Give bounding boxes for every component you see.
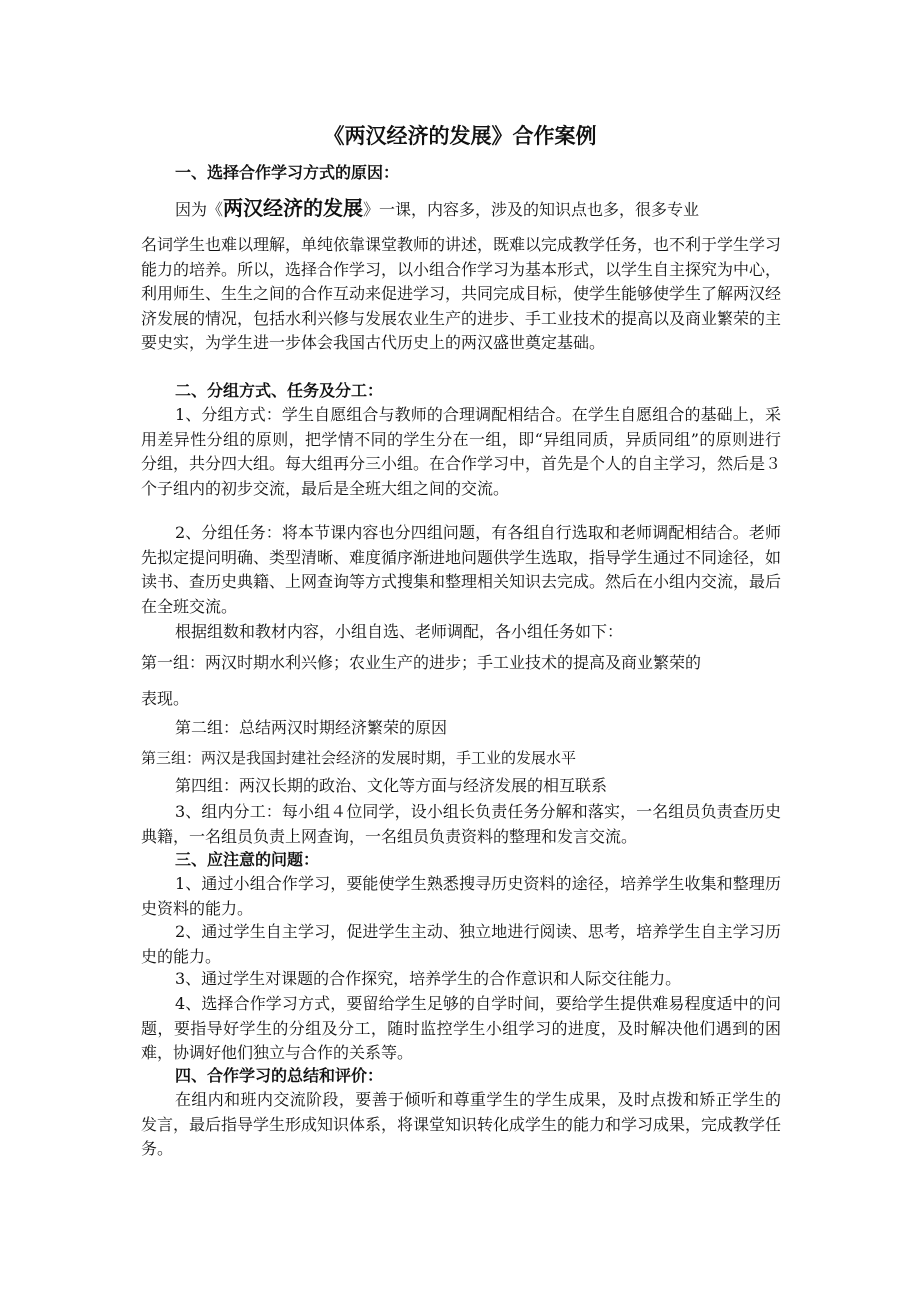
group-1-task-cont: 表现。 <box>141 689 190 708</box>
section-2-heading: 二、分组方式、任务及分工： <box>175 381 384 400</box>
section-3-heading: 三、应注意的问题： <box>175 850 320 869</box>
intro-course-name: 两汉经济的发展 <box>223 196 364 220</box>
group-3-task: 第三组：两汉是我国封建社会经济的发展时期，手工业的发展水平 <box>141 749 577 767</box>
section-2-p3: 根据组数和教材内容，小组自选、老师调配，各小组任务如下： <box>175 622 624 641</box>
section-1-intro <box>141 196 781 223</box>
section-4-p1: 在组内和班内交流阶段，要善于倾听和尊重学生的学生成果，及时点拨和矫正学生的发言，最后指导学生形成知识体系，将课堂知识转化成学生的能力和学习成果，完成教学任务。 <box>141 1090 782 1158</box>
document-title: 《两汉经济的发展》合作案例 <box>323 124 597 148</box>
intro-post: 》一课，内容多，涉及的知识点也多，很多专业 <box>363 200 700 219</box>
section-2-p2: 2、分组任务：将本节课内容也分四组问题，有各组自行选取和老师调配相结合。老师先拟定提问明确、类型清晰、难度循序渐进地问题供学生选取，指导学生通过不同途径，如读书、查历史典籍、上网查询等方式搜集和整理相关知识去完成。然后在小组内交流，最后在全班交流。 <box>141 523 782 616</box>
section-4-heading: 四、合作学习的总结和评价： <box>175 1066 384 1085</box>
intro-pre: 因为《 <box>175 200 224 219</box>
section-2-p4: 3、组内分工：每小组４位同学，设小组长负责任务分解和落实，一名组员负责查历史典籍，一名组员负责上网查询，一名组员负责资料的整理和发言交流。 <box>141 802 781 846</box>
section-3-p3: 3、通过学生对课题的合作探究，培养学生的合作意识和人际交往能力。 <box>175 969 682 988</box>
section-3-p1: 1、通过小组合作学习，要能使学生熟悉搜寻历史资料的途径，培养学生收集和整理历史资料的能力。 <box>141 874 781 918</box>
group-2-task: 第二组：总结两汉时期经济繁荣的原因 <box>175 718 448 737</box>
section-3-p4: 4、选择合作学习方式，要留给学生足够的自学时间，要给学生提供难易程度适中的问题，要指导好学生的分组及分工，随时监控学生小组学习的进度，及时解决他们遇到的困难，协调好他们独立与合作的关系等。 <box>141 994 781 1062</box>
group-1-task: 第一组：两汉时期水利兴修；农业生产的进步；手工业技术的提高及商业繁荣的 <box>141 653 702 672</box>
group-4-task: 第四组：两汉长期的政治、文化等方面与经济发展的相互联系 <box>175 776 608 795</box>
section-1-heading: 一、选择合作学习方式的原因： <box>175 163 400 182</box>
section-2-p1: 1、分组方式：学生自愿组合与教师的合理调配相结合。在学生自愿组合的基础上，采用差异性分组的原则，把学情不同的学生分在一组，即“异组同质，异质同组”的原则进行分组，共分四大组。每大组再分三小组。在合作学习中，首先是个人的自主学习，然后是３个子组内的初步交流，最后是全班大组之间的交流。 <box>141 405 782 498</box>
section-1-body: 名词学生也难以理解，单纯依靠课堂教师的讲述，既难以完成教学任务，也不利于学生学习能力的培养。所以，选择合作学习，以小组合作学习为基本形式，以学生自主探究为中心，利用师生、生生之间的合作互动来促进学习，共同完成目标，使学生能够使学生了解两汉经济发展的情况，包括水利兴修与发展农业生产的进步、手工业技术的提高以及商业繁荣的主要史实，为学生进一步体会我国古代历史上的两汉盛世奠定基础。 <box>141 235 782 352</box>
section-3-p2: 2、通过学生自主学习，促进学生主动、独立地进行阅读、思考，培养学生自主学习历史的能力。 <box>141 922 781 966</box>
